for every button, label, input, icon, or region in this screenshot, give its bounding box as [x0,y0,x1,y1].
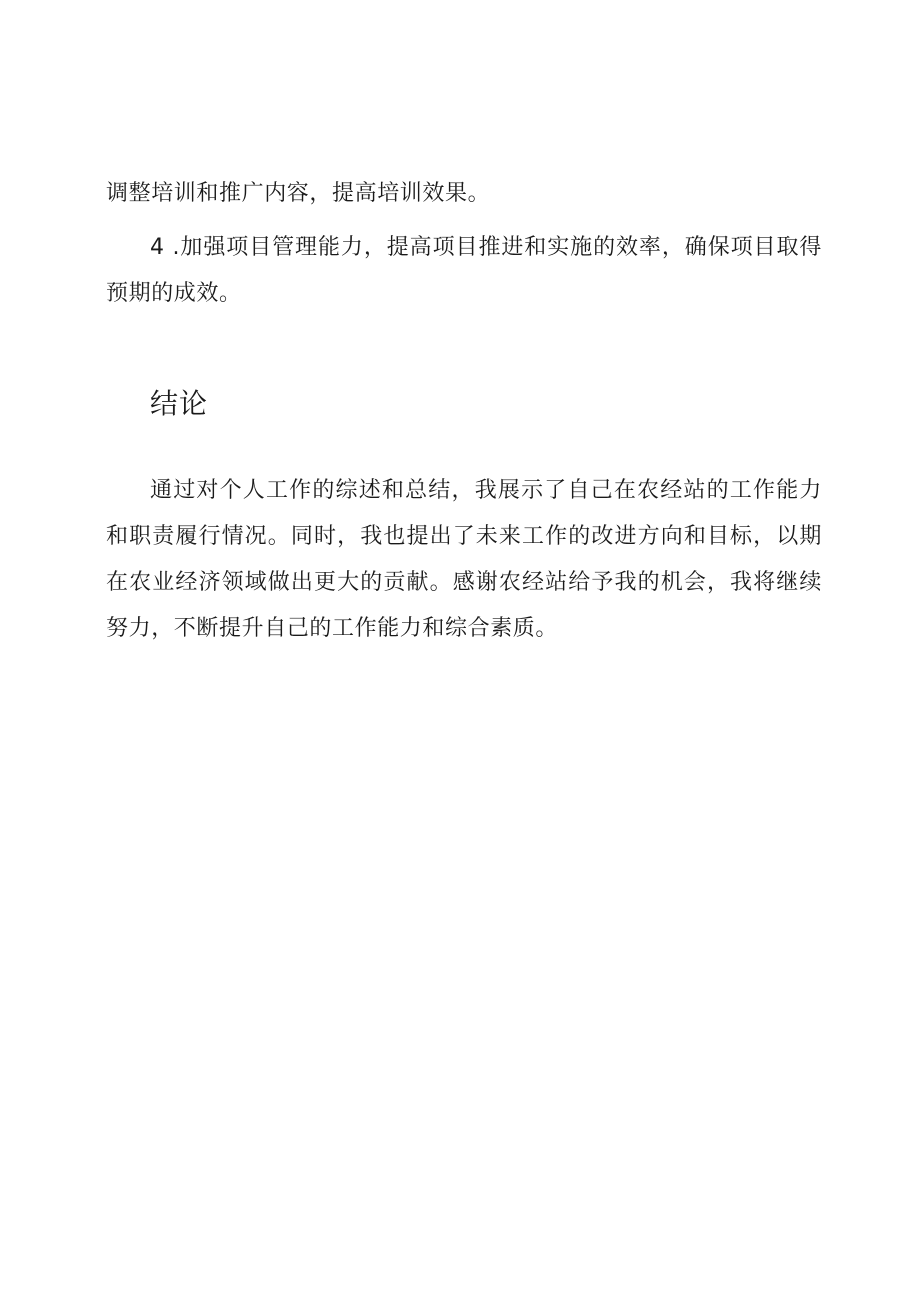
section-heading-conclusion: 结论 [150,387,209,420]
list-item-4: 4 .加强项目管理能力，提高项目推进和实施的效率，确保项目取得预期的成效。 [106,235,822,306]
continued-paragraph: 调整培训和推广内容，提高培训效果。 [106,181,491,206]
conclusion-paragraph: 通过对个人工作的综述和总结，我展示了自己在农经站的工作能力和职责履行情况。同时，我也提出了未来工作的改进方向和目标，以期在农业经济领域做出更大的贡献。感谢农经站给予我的机会，我将继续努力，不断提升自己的工作能力和综合素质。 [106,478,822,641]
